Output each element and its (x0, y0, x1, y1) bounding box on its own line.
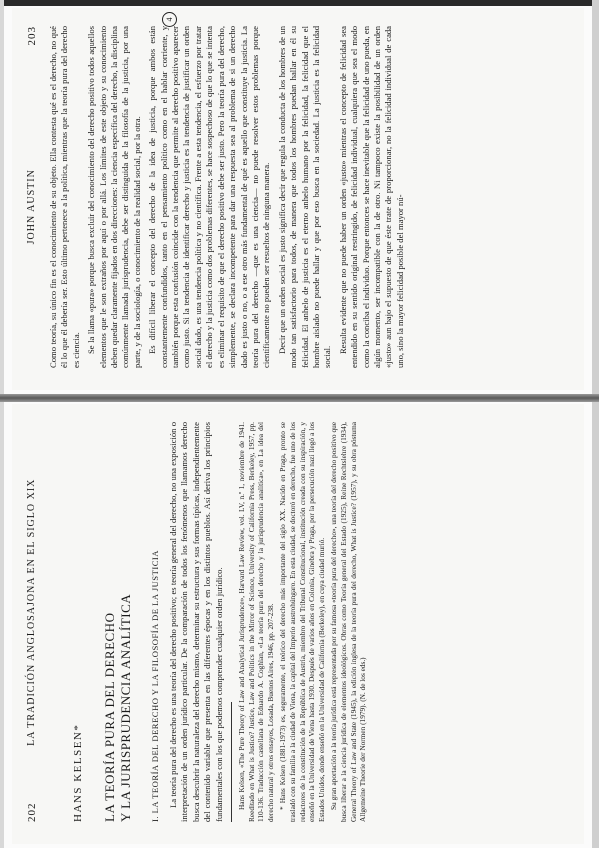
paragraph-2: Se la llama «pura» porque busca excluir del conocimiento del derecho positivo todos aquellos elementos que le son extraños por aquí o por allá. Los límites de este objeto y su conocimiento deben quedar claramente fijados en dos direcciones: la ciencia específica del derecho, la disciplina comúnmente llamada jurisprudencia, debe ser distinguida de la filosofía de la justicia, por una parte, y de la sociología, o conocimiento de la realidad social, por la otra. (86, 26, 142, 368)
page-203 (12, 8, 584, 390)
paragraph-3: Es difícil liberar el concepto del derecho de la idea de justicia, porque ambos están constantemente confundidos, tanto en el pensamiento político como en el hablar corriente, y también porque esta confusión coincide con la tendencia que permite al derecho positivo aparecer como justo. Si la tendencia de identificar derecho y justicia es la tendencia de justificar un orden social dado, es una tendencia política y no científica. Frente a esta tendencia, el esfuerzo por tratar el derecho y la justicia como dos problemas diferentes, se hace sospechoso de que lo que se intenta es eliminar el requisito de que el derecho positivo debe ser justo. Pero la teoría pura del derecho, simplemente, se declara incompetente para dar una respuesta sea al problema de si un derecho dado es justo o no, o a ese otro más fundamental de qué es aquello que constituye la justicia. La teoría pura del derecho —que es una ciencia— no puede resolver estos problemas porque científicamente no pueden ser resueltos de ninguna manera. (147, 26, 272, 368)
paragraph-1: La teoría pura del derecho es una teoría del derecho positivo; es teoría general del derecho, no una exposición o interpretación de un orden jurídico particular. De la comparación de todos los fenómenos que llamamos derecho busca descubrir la naturaleza del derecho mismo, determinar su estructura y sus formas típicas, independientemente del contenido variable que presenta en las diferentes épocas y en los distintos pueblos. Así deriva los principios fundamentales con los que podemos comprender cualquier orden jurídico. (168, 422, 224, 822)
paragraph-4: Decir que un orden social es justo significa decir que regula la conducta de los hombres de un modo tan satisfactorio para todos, de manera que todos los hombres puedan hallar en él su felicidad. El anhelo de justicia es el eterno anhelo humano por la felicidad, la felicidad que el hombre aislado no puede hallar y que por eso busca en la sociedad. La justicia es la felicidad social. (276, 26, 333, 368)
page-202-rotated-content (12, 404, 584, 844)
page-203-inner (12, 8, 584, 390)
book-gutter (0, 394, 599, 402)
page-202-inner (12, 404, 584, 844)
chapter-author: HANS KELSEN* (72, 723, 84, 822)
page-number: 202 (26, 802, 38, 822)
page-number: 203 (26, 26, 38, 46)
scan-shadow-top (0, 0, 599, 6)
chapter-title-line-1: LA TEORÍA PURA DEL DERECHO (102, 612, 117, 822)
section-heading: I. LA TEORÍA DEL DERECHO Y LA FILOSOFÍA DE LA JUSTICIA (150, 550, 160, 822)
running-head: JOHN AUSTIN (26, 169, 37, 245)
page-202-header (26, 422, 38, 822)
chapter-title (102, 422, 134, 822)
paragraph-5: Resulta evidente que no puede haber un orden «justo» mientras el concepto de felicidad sea entendido en su sentido original restringido, de felicidad individual, cualquiera que sea el modo como la conciba el individuo. Porque entonces se hace inevitable que la felicidad de uno pueda, en algún momento, ser incompatible con la de otro. Ni tampoco existe la posibilidad de un orden «justo» aun bajo el supuesto de que éste trate de proporcionar, no la felicidad individual de cada uno, sino la mayor felicidad posible del mayor nú- (337, 26, 405, 368)
handwritten-circle-mark: 4 (162, 12, 177, 27)
footnote-source: Hans Kelsen, «The Pure Theory of Law and Analytical Jurisprudence», Harvard Law Review, vol. LV, n.º 1, noviembre de 1941. Reeditado en What is Justice? Justice, Law and Politics in the Mirror of Science, University of California Press, Berkeley, 1957, pp. 110-136. Traducción castellana de Eduardo A. Coghlan, «La teoría pura del derecho y la jurisprudencia analítica», en La idea del derecho natural y otros ensayos, Losada, Buenos Aires, 1946, pp. 207-238. (237, 422, 275, 822)
page-202 (12, 404, 584, 844)
paragraph-1: Como teoría, su único fin es el conocimiento de su objeto. Ella contesta qué es el derecho, no qué él lo que él debería ser. Esto último pertenece a la política, mientras que la teoría pura del derecho es ciencia. (48, 26, 81, 368)
page-203-header (26, 26, 38, 368)
footnote-biography: * Hans Kelsen (1881-1973) es, seguramente, el teórico del derecho más importante del siglo XX. Nacido en Praga, pronto se trasladó con su familia a la ciudad de Viena, la capital del Imperio austrohúngaro. En esta ciudad, se doctoró en derecho, fue uno de los redactores de la constitución de la República de Austria, miembro del Tribunal Constitucional, institución creada con su inspiración, y enseñó en la Universidad de Viena hasta 1930. Después de varios años en Colonia, Ginebra y Praga, por la persecución nazi llegó a los Estados Unidos, donde enseñó en la Universidad de California (Berkeley), en cuya ciudad murió. (278, 422, 326, 822)
page-203-rotated-content (12, 8, 584, 390)
running-head: LA TRADICIÓN ANGLOSAJONA EN EL SIGLO XIX (26, 478, 37, 746)
scan-shadow-left (0, 0, 4, 848)
scan-shadow-right (592, 0, 599, 848)
chapter-title-line-2: Y LA JURISPRUDENCIA ANALÍTICA (118, 593, 133, 822)
footnote-separator (231, 702, 232, 822)
footnote-works: Su gran aportación a la teoría jurídica está representada por su famosa «teoría pura del derecho», una teoría del derecho positivo que busca liberar a la ciencia jurídica de elementos ideológicos. Obras como Teoría general del Estado (1925), Reine Rechtslehre (1934), General Theory of Law and State (1945), la edición inglesa de la teoría pura del derecho, What is Justice? (1957), y su obra póstuma Allgemeine Theorie der Normen (1979). (N. de los eds.) (329, 422, 368, 822)
